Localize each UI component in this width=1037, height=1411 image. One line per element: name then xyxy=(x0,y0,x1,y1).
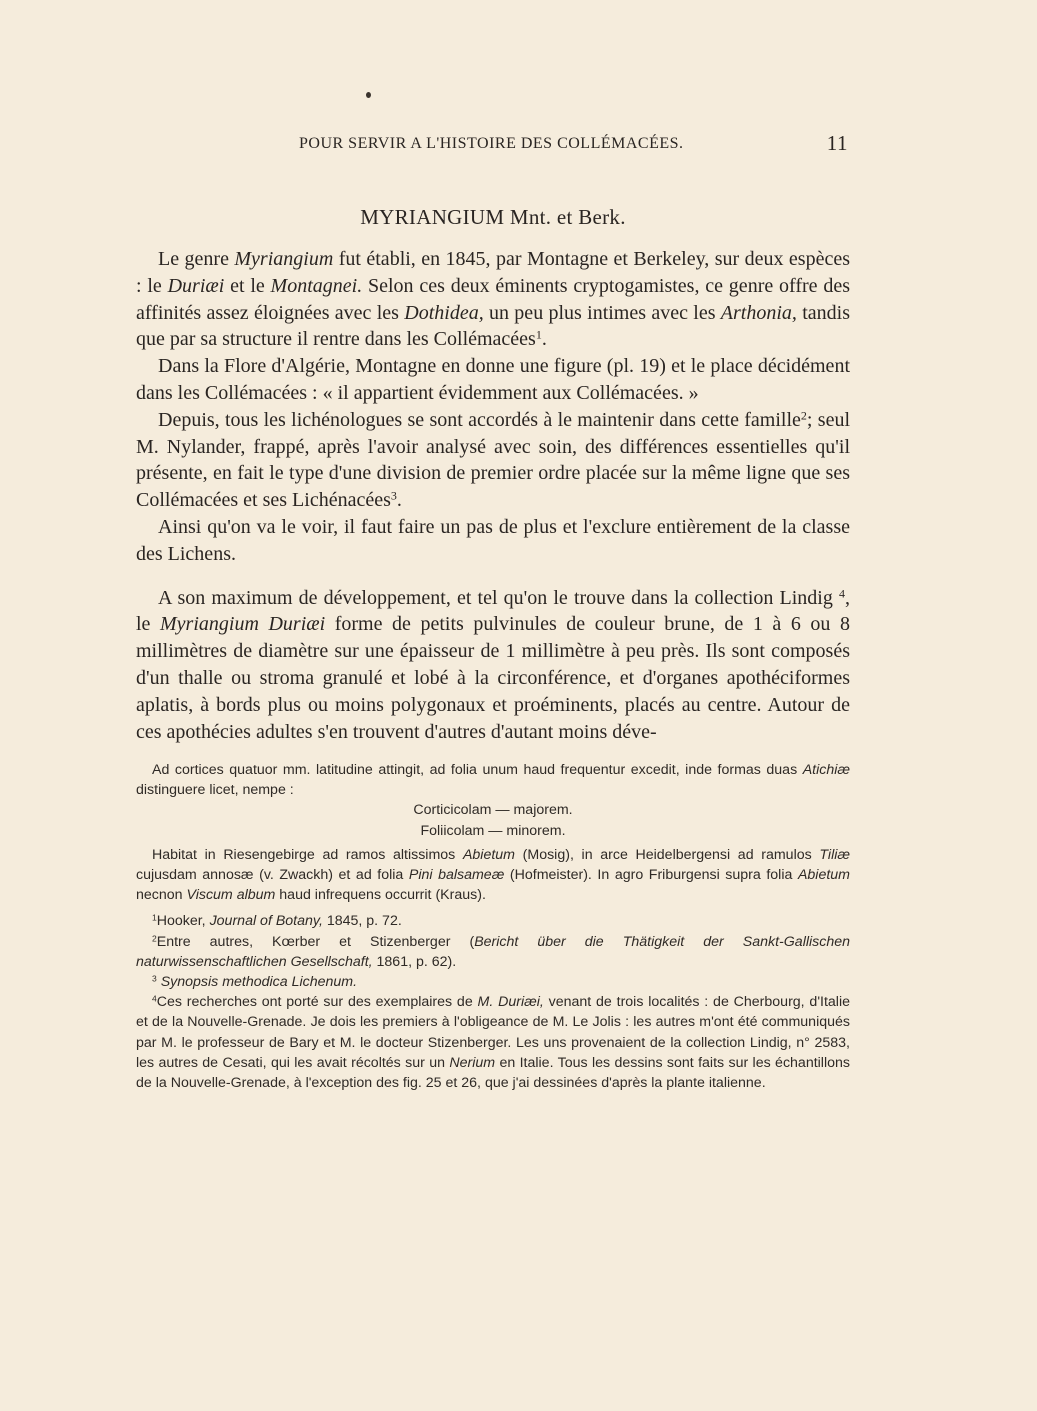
ink-speck xyxy=(366,92,371,98)
footnote-4: $^4$Ces recherches ont porté sur des exemplaires de M. Duriæi, venant de trois localités : de Cherbourg, d'Italie et de la Nouvelle-Grenade. Je dois les premiers à l'obligeance de M. Le Jolis : les autres m'ont été communiqués par M. le professeur de Bary et M. le docteur Stizenberger. Les uns provenaient de la collection Lindig, n° 2583, les autres de Cesati, qui les avait récoltés sur un Nerium en Italie. Tous les dessins sont faits sur les échantillons de la Nouvelle-Grenade, à l'exception des fig. 25 et 26, que j'ai dessinées d'après la plante italienne. xyxy=(136,993,850,1092)
paragraph-5: A son maximum de développement, et tel qu'on le trouve dans la collection Lindig $^4$, le Myriangium Duriæi forme de petits pulvinules de couleur brune, de 1 à 6 ou 8 millimètres de diamètre sur une épaisseur de 1 millimètre à peu près. Ils sont composés d'un thalle ou stroma granulé et lobé à la circonférence, et d'organes apothéciformes aplatis, à bords plus ou moins polygonaux et proéminents, placés au centre. Autour de ces apothécies adultes s'en trouvent d'autres d'autant moins déve- xyxy=(136,585,851,743)
footnote-2: $^2$Entre autres, Kœrber et Stizenberger (Bericht über die Thätigkeit der Sankt-Gallischen naturwissenschaftlichen Gesellschaft, 1861, p. 62). xyxy=(136,932,851,970)
main-text xyxy=(136,246,850,745)
section-title: MYRIANGIUM Mnt. et Berk. xyxy=(360,205,626,229)
running-head xyxy=(136,133,850,157)
footnote-3: $^3$ Synopsis methodica Lichenum. xyxy=(152,973,358,991)
footnote-ref-2: 2 xyxy=(800,408,807,423)
paragraph-3: Depuis, tous les lichénologues se sont accordés à le maintenir dans cette famille$^2$; seul M. Nylander, frappé, après l'avoir analysé avec soin, des différences essentielles qu'il présente, en fait le type d'une division de premier ordre placée sur la même ligne que ses Collémacées et ses Lichénacées$^3$. xyxy=(136,408,851,512)
notes-block xyxy=(136,760,850,1093)
footnote-ref-3: 3 xyxy=(390,488,397,503)
running-title: POUR SERVIR A L'HISTOIRE DES COLLÉMACÉES. xyxy=(299,135,684,152)
footnote-ref-4: 4 xyxy=(839,585,845,600)
paragraph-2: Dans la Flore d'Algérie, Montagne en donne une figure (pl. 19) et le place décidément dans les Collémacées : « il appartient évidemment aux Collémacées. » xyxy=(136,355,850,404)
note-form-corticicola: Corticicolam — majorem. xyxy=(413,802,573,819)
footnote-ref-1: 1 xyxy=(535,327,542,342)
paragraph-1: Le genre Myriangium fut établi, en 1845, par Montagne et Berkeley, sur deux espèces : le Duriæi et le Montagnei. Selon ces deux éminents cryptogamistes, ce genre offre des affinités assez éloignées avec les Dothidea, un peu plus intimes avec les Arthonia, tandis que par sa structure il rentre dans les Collémacées$^1$. xyxy=(136,248,850,351)
footnote-1: $^1$Hooker, Journal of Botany, 1845, p. 72. xyxy=(152,912,402,930)
page-number: 11 xyxy=(826,131,848,155)
note-form-foliicola: Foliicolam — minorem. xyxy=(420,822,566,839)
note-continuation: Ad cortices quatuor mm. latitudine attingit, ad folia unum haud frequentur excedit, inde formas duas Atichiæ distinguere licet, nempe : xyxy=(136,762,850,799)
paragraph-4: Ainsi qu'on va le voir, il faut faire un pas de plus et l'exclure entièrement de la classe des Lichens. xyxy=(136,515,850,565)
note-habitat: Habitat in Riesengebirge ad ramos altissimos Abietum (Mosig), in arce Heidelbergensi ad ramulos Tiliæ cujusdam annosæ (v. Zwackh) et ad folia Pini balsameæ (Hofmeister). In agro Friburgensi supra folia Abietum necnon Viscum album haud infrequens occurrit (Kraus). xyxy=(136,846,850,904)
